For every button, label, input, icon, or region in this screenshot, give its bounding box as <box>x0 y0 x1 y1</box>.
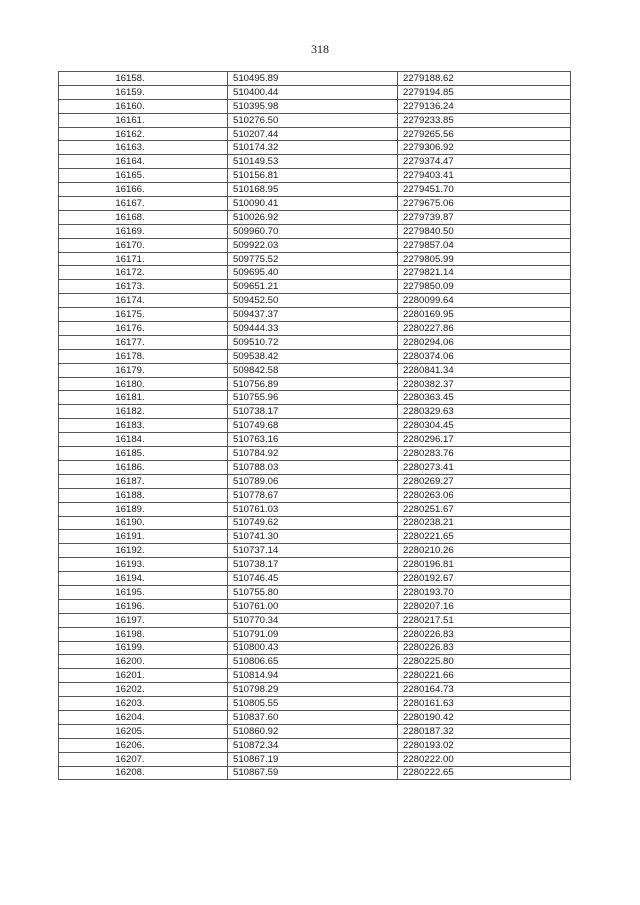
point-number-cell: 16171. <box>59 252 228 266</box>
x-coordinate-cell: 510800.43 <box>228 641 398 655</box>
table-row <box>59 766 571 780</box>
y-coordinate-cell: 2280273.41 <box>398 460 571 474</box>
point-number-cell: 16202. <box>59 683 228 697</box>
x-coordinate-cell: 510756.89 <box>228 377 398 391</box>
point-number-cell: 16200. <box>59 655 228 669</box>
point-number-cell: 16186. <box>59 460 228 474</box>
table-row <box>59 447 571 461</box>
point-number-cell: 16194. <box>59 572 228 586</box>
x-coordinate-cell: 510276.50 <box>228 113 398 127</box>
table-row <box>59 419 571 433</box>
point-number-cell: 16158. <box>59 72 228 86</box>
y-coordinate-cell: 2280294.06 <box>398 335 571 349</box>
x-coordinate-cell: 509452.50 <box>228 294 398 308</box>
table-row <box>59 585 571 599</box>
table-row <box>59 252 571 266</box>
x-coordinate-cell: 510770.34 <box>228 613 398 627</box>
coordinates-table <box>58 71 571 780</box>
y-coordinate-cell: 2279739.87 <box>398 210 571 224</box>
x-coordinate-cell: 510395.98 <box>228 99 398 113</box>
point-number-cell: 16174. <box>59 294 228 308</box>
table-row <box>59 572 571 586</box>
table-row <box>59 613 571 627</box>
y-coordinate-cell: 2280169.95 <box>398 308 571 322</box>
point-number-cell: 16192. <box>59 544 228 558</box>
point-number-cell: 16166. <box>59 183 228 197</box>
point-number-cell: 16205. <box>59 724 228 738</box>
table-row <box>59 544 571 558</box>
y-coordinate-cell: 2279840.50 <box>398 224 571 238</box>
x-coordinate-cell: 510755.96 <box>228 391 398 405</box>
point-number-cell: 16177. <box>59 335 228 349</box>
table-row <box>59 502 571 516</box>
x-coordinate-cell: 510798.29 <box>228 683 398 697</box>
table-row <box>59 530 571 544</box>
y-coordinate-cell: 2279403.41 <box>398 169 571 183</box>
point-number-cell: 16163. <box>59 141 228 155</box>
x-coordinate-cell: 510784.92 <box>228 447 398 461</box>
table-row <box>59 280 571 294</box>
x-coordinate-cell: 510791.09 <box>228 627 398 641</box>
y-coordinate-cell: 2280221.66 <box>398 669 571 683</box>
table-row <box>59 238 571 252</box>
point-number-cell: 16191. <box>59 530 228 544</box>
y-coordinate-cell: 2280192.67 <box>398 572 571 586</box>
y-coordinate-cell: 2280238.21 <box>398 516 571 530</box>
point-number-cell: 16181. <box>59 391 228 405</box>
table-row <box>59 141 571 155</box>
x-coordinate-cell: 510814.94 <box>228 669 398 683</box>
table-row <box>59 683 571 697</box>
point-number-cell: 16190. <box>59 516 228 530</box>
x-coordinate-cell: 510806.65 <box>228 655 398 669</box>
table-row <box>59 710 571 724</box>
x-coordinate-cell: 510749.62 <box>228 516 398 530</box>
x-coordinate-cell: 510737.14 <box>228 544 398 558</box>
y-coordinate-cell: 2280329.63 <box>398 405 571 419</box>
table-row <box>59 377 571 391</box>
point-number-cell: 16189. <box>59 502 228 516</box>
y-coordinate-cell: 2280187.32 <box>398 724 571 738</box>
point-number-cell: 16208. <box>59 766 228 780</box>
point-number-cell: 16197. <box>59 613 228 627</box>
y-coordinate-cell: 2280269.27 <box>398 474 571 488</box>
point-number-cell: 16193. <box>59 558 228 572</box>
x-coordinate-cell: 510761.03 <box>228 502 398 516</box>
table-row <box>59 641 571 655</box>
y-coordinate-cell: 2279821.14 <box>398 266 571 280</box>
x-coordinate-cell: 510746.45 <box>228 572 398 586</box>
point-number-cell: 16198. <box>59 627 228 641</box>
table-row <box>59 363 571 377</box>
y-coordinate-cell: 2280382.37 <box>398 377 571 391</box>
table-row <box>59 113 571 127</box>
x-coordinate-cell: 510761.00 <box>228 599 398 613</box>
y-coordinate-cell: 2280190.42 <box>398 710 571 724</box>
table-row <box>59 391 571 405</box>
y-coordinate-cell: 2279306.92 <box>398 141 571 155</box>
table-row <box>59 488 571 502</box>
y-coordinate-cell: 2280304.45 <box>398 419 571 433</box>
table-row <box>59 169 571 183</box>
x-coordinate-cell: 510207.44 <box>228 127 398 141</box>
x-coordinate-cell: 510149.53 <box>228 155 398 169</box>
point-number-cell: 16185. <box>59 447 228 461</box>
table-row <box>59 669 571 683</box>
point-number-cell: 16188. <box>59 488 228 502</box>
y-coordinate-cell: 2279194.85 <box>398 85 571 99</box>
y-coordinate-cell: 2280222.00 <box>398 752 571 766</box>
y-coordinate-cell: 2280161.63 <box>398 697 571 711</box>
table-row <box>59 335 571 349</box>
x-coordinate-cell: 509437.37 <box>228 308 398 322</box>
y-coordinate-cell: 2280193.02 <box>398 738 571 752</box>
y-coordinate-cell: 2280225.80 <box>398 655 571 669</box>
point-number-cell: 16176. <box>59 322 228 336</box>
y-coordinate-cell: 2279675.06 <box>398 197 571 211</box>
y-coordinate-cell: 2280227.86 <box>398 322 571 336</box>
x-coordinate-cell: 510400.44 <box>228 85 398 99</box>
point-number-cell: 16206. <box>59 738 228 752</box>
y-coordinate-cell: 2280217.51 <box>398 613 571 627</box>
y-coordinate-cell: 2280251.67 <box>398 502 571 516</box>
point-number-cell: 16159. <box>59 85 228 99</box>
point-number-cell: 16165. <box>59 169 228 183</box>
x-coordinate-cell: 510763.16 <box>228 433 398 447</box>
table-row <box>59 85 571 99</box>
table-row <box>59 127 571 141</box>
y-coordinate-cell: 2279850.09 <box>398 280 571 294</box>
point-number-cell: 16175. <box>59 308 228 322</box>
x-coordinate-cell: 510867.59 <box>228 766 398 780</box>
x-coordinate-cell: 509538.42 <box>228 349 398 363</box>
y-coordinate-cell: 2280193.70 <box>398 585 571 599</box>
point-number-cell: 16173. <box>59 280 228 294</box>
y-coordinate-cell: 2280363.45 <box>398 391 571 405</box>
x-coordinate-cell: 510156.81 <box>228 169 398 183</box>
page-number: 318 <box>311 42 329 56</box>
table-row <box>59 655 571 669</box>
y-coordinate-cell: 2280841.34 <box>398 363 571 377</box>
table-row <box>59 99 571 113</box>
x-coordinate-cell: 510168.95 <box>228 183 398 197</box>
point-number-cell: 16196. <box>59 599 228 613</box>
point-number-cell: 16167. <box>59 197 228 211</box>
coordinates-table-body <box>59 72 571 780</box>
y-coordinate-cell: 2280296.17 <box>398 433 571 447</box>
x-coordinate-cell: 510749.68 <box>228 419 398 433</box>
table-row <box>59 405 571 419</box>
x-coordinate-cell: 510090.41 <box>228 197 398 211</box>
point-number-cell: 16201. <box>59 669 228 683</box>
x-coordinate-cell: 510738.17 <box>228 405 398 419</box>
point-number-cell: 16183. <box>59 419 228 433</box>
point-number-cell: 16207. <box>59 752 228 766</box>
x-coordinate-cell: 509775.52 <box>228 252 398 266</box>
x-coordinate-cell: 510789.06 <box>228 474 398 488</box>
y-coordinate-cell: 2279233.85 <box>398 113 571 127</box>
y-coordinate-cell: 2279136.24 <box>398 99 571 113</box>
point-number-cell: 16162. <box>59 127 228 141</box>
table-row <box>59 738 571 752</box>
table-row <box>59 627 571 641</box>
x-coordinate-cell: 510778.67 <box>228 488 398 502</box>
point-number-cell: 16203. <box>59 697 228 711</box>
table-row <box>59 474 571 488</box>
point-number-cell: 16160. <box>59 99 228 113</box>
point-number-cell: 16204. <box>59 710 228 724</box>
x-coordinate-cell: 509444.33 <box>228 322 398 336</box>
table-row <box>59 349 571 363</box>
table-row <box>59 210 571 224</box>
x-coordinate-cell: 510837.60 <box>228 710 398 724</box>
y-coordinate-cell: 2280263.06 <box>398 488 571 502</box>
y-coordinate-cell: 2280207.16 <box>398 599 571 613</box>
table-row <box>59 197 571 211</box>
y-coordinate-cell: 2280164.73 <box>398 683 571 697</box>
point-number-cell: 16170. <box>59 238 228 252</box>
table-row <box>59 724 571 738</box>
table-row <box>59 294 571 308</box>
y-coordinate-cell: 2279451.70 <box>398 183 571 197</box>
point-number-cell: 16169. <box>59 224 228 238</box>
x-coordinate-cell: 510026.92 <box>228 210 398 224</box>
table-row <box>59 183 571 197</box>
y-coordinate-cell: 2280099.64 <box>398 294 571 308</box>
point-number-cell: 16199. <box>59 641 228 655</box>
x-coordinate-cell: 510738.17 <box>228 558 398 572</box>
x-coordinate-cell: 509960.70 <box>228 224 398 238</box>
x-coordinate-cell: 510788.03 <box>228 460 398 474</box>
x-coordinate-cell: 510495.89 <box>228 72 398 86</box>
table-row <box>59 516 571 530</box>
table-row <box>59 72 571 86</box>
point-number-cell: 16161. <box>59 113 228 127</box>
point-number-cell: 16168. <box>59 210 228 224</box>
x-coordinate-cell: 509695.40 <box>228 266 398 280</box>
point-number-cell: 16179. <box>59 363 228 377</box>
point-number-cell: 16184. <box>59 433 228 447</box>
table-row <box>59 155 571 169</box>
y-coordinate-cell: 2280221.65 <box>398 530 571 544</box>
y-coordinate-cell: 2280374.06 <box>398 349 571 363</box>
y-coordinate-cell: 2280210.26 <box>398 544 571 558</box>
x-coordinate-cell: 510174.32 <box>228 141 398 155</box>
x-coordinate-cell: 510741.30 <box>228 530 398 544</box>
x-coordinate-cell: 510872.34 <box>228 738 398 752</box>
x-coordinate-cell: 509510.72 <box>228 335 398 349</box>
point-number-cell: 16187. <box>59 474 228 488</box>
x-coordinate-cell: 509922.03 <box>228 238 398 252</box>
x-coordinate-cell: 510805.55 <box>228 697 398 711</box>
table-row <box>59 460 571 474</box>
point-number-cell: 16172. <box>59 266 228 280</box>
y-coordinate-cell: 2280196.81 <box>398 558 571 572</box>
point-number-cell: 16195. <box>59 585 228 599</box>
table-row <box>59 558 571 572</box>
point-number-cell: 16180. <box>59 377 228 391</box>
table-row <box>59 266 571 280</box>
y-coordinate-cell: 2280222.65 <box>398 766 571 780</box>
table-row <box>59 752 571 766</box>
table-row <box>59 433 571 447</box>
point-number-cell: 16164. <box>59 155 228 169</box>
y-coordinate-cell: 2279374.47 <box>398 155 571 169</box>
y-coordinate-cell: 2279188.62 <box>398 72 571 86</box>
table-row <box>59 322 571 336</box>
y-coordinate-cell: 2280226.83 <box>398 627 571 641</box>
y-coordinate-cell: 2279857.04 <box>398 238 571 252</box>
table-row <box>59 599 571 613</box>
x-coordinate-cell: 510755.80 <box>228 585 398 599</box>
y-coordinate-cell: 2280283.76 <box>398 447 571 461</box>
y-coordinate-cell: 2279265.56 <box>398 127 571 141</box>
table-row <box>59 224 571 238</box>
x-coordinate-cell: 510867.19 <box>228 752 398 766</box>
y-coordinate-cell: 2279805.99 <box>398 252 571 266</box>
y-coordinate-cell: 2280226.83 <box>398 641 571 655</box>
x-coordinate-cell: 509651.21 <box>228 280 398 294</box>
point-number-cell: 16182. <box>59 405 228 419</box>
x-coordinate-cell: 509842.58 <box>228 363 398 377</box>
table-row <box>59 697 571 711</box>
table-row <box>59 308 571 322</box>
x-coordinate-cell: 510860.92 <box>228 724 398 738</box>
point-number-cell: 16178. <box>59 349 228 363</box>
